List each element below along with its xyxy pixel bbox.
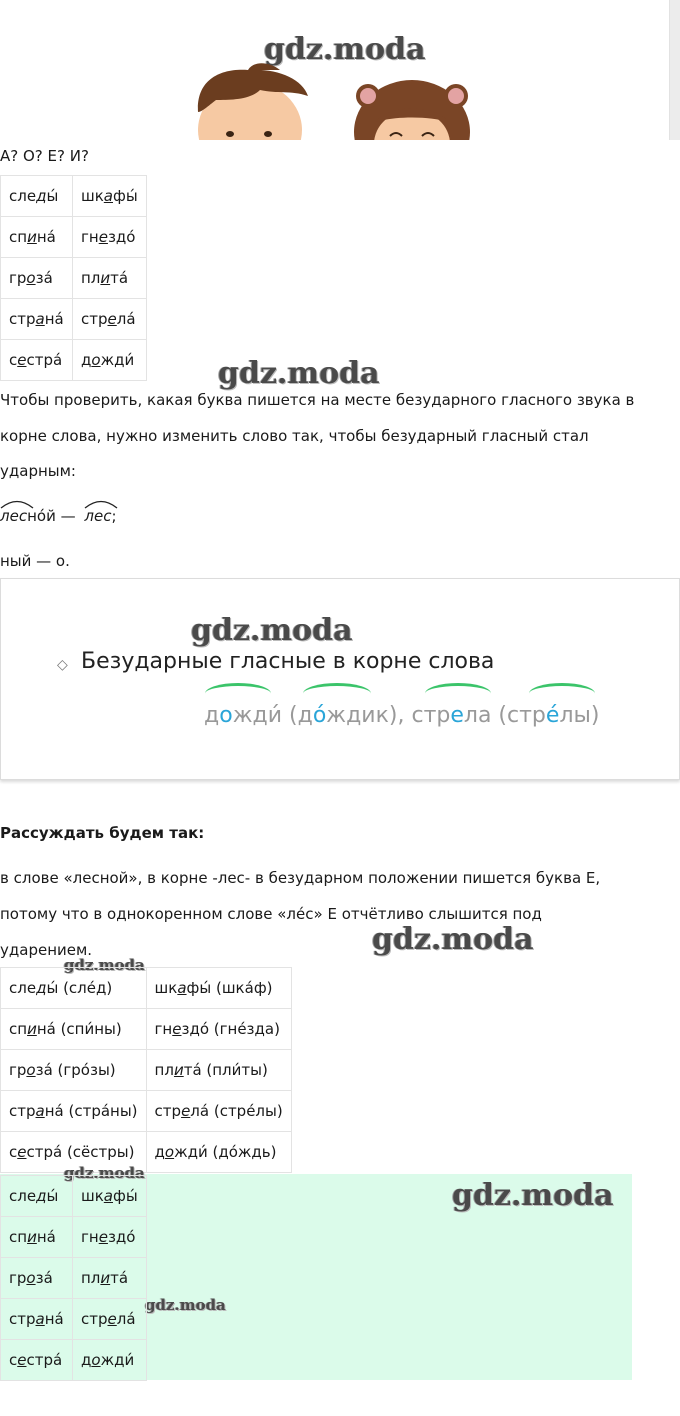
- table-row: следы́ (сле́д) шкафы́ (шка́ф): [1, 968, 292, 1009]
- watermark: gdz.moda: [372, 922, 534, 957]
- rule-line-3: ударным:: [0, 462, 76, 480]
- diamond-icon: ◇: [57, 657, 68, 673]
- table-row: сестра́ дожди́: [1, 340, 147, 381]
- table-row: спина́ гнездо́: [1, 1217, 147, 1258]
- example-tail: ;: [111, 507, 117, 525]
- table-row: следы́ шкафы́: [1, 1176, 147, 1217]
- scrollbar[interactable]: [669, 0, 680, 140]
- table-row: сестра́ (сёстры) дожди́ (до́ждь): [1, 1132, 292, 1173]
- arc-mark: [425, 683, 491, 704]
- example-root: лес: [0, 507, 28, 525]
- table-row: страна́ (стра́ны) стрела́ (стре́лы): [1, 1091, 292, 1132]
- arc-mark: [529, 683, 595, 704]
- arc-mark: [205, 683, 271, 704]
- rule-example: [0, 506, 117, 526]
- watermark: gdz.moda: [191, 613, 353, 648]
- words-table: [0, 175, 147, 381]
- question-line: А? О? Е? И?: [0, 147, 89, 165]
- table-row: страна́ стрела́: [1, 299, 147, 340]
- card-title: Безударные гласные в корне слова: [81, 649, 495, 674]
- table-row: спина́ гнездо́: [1, 217, 147, 258]
- table-row: гроза́ (гро́зы) плита́ (пли́ты): [1, 1050, 292, 1091]
- rule-line-2: корне слова, нужно изменить слово так, чтобы безударный гласный стал: [0, 427, 589, 445]
- watermark: gdz.moda: [64, 1164, 145, 1182]
- watermark: gdz.moda: [452, 1178, 614, 1213]
- rule-card: [0, 578, 680, 780]
- rule-line-1: Чтобы проверить, какая буква пишется на месте безударного гласного звука в: [0, 391, 635, 409]
- words-with-check-table: [0, 967, 292, 1173]
- table-row: следы́ шкафы́: [1, 176, 147, 217]
- table-row: гроза́ плита́: [1, 258, 147, 299]
- watermark: gdz.moda: [218, 356, 380, 391]
- arc-mark: [303, 683, 371, 704]
- card-example: дожди́ (до́ждик), стрела (стре́лы): [204, 703, 600, 728]
- reasoning-line-2: потому что в однокоренном слове «ле́с» Е отчётливо слышится под: [0, 905, 542, 923]
- watermark: gdz.moda: [145, 1296, 226, 1314]
- example-root-2: лес: [84, 507, 112, 525]
- kids-illustration: [190, 60, 490, 140]
- answer-table: [0, 1175, 147, 1381]
- table-row: сестра́ дожди́: [1, 1340, 147, 1381]
- table-row: гроза́ плита́: [1, 1258, 147, 1299]
- rule-line-5: ный — о.: [0, 552, 70, 570]
- watermark: gdz.moda: [64, 956, 145, 974]
- example-suffix: но́й —: [27, 507, 76, 525]
- table-row: страна́ стрела́: [1, 1299, 147, 1340]
- table-row: спина́ (спи́ны) гнездо́ (гне́зда): [1, 1009, 292, 1050]
- reasoning-heading: Рассуждать будем так:: [0, 824, 205, 842]
- watermark: gdz.moda: [264, 32, 426, 67]
- reasoning-line-3: ударением.: [0, 941, 93, 959]
- reasoning-line-1: в слове «лесной», в корне -лес- в безударном положении пишется буква Е,: [0, 869, 601, 887]
